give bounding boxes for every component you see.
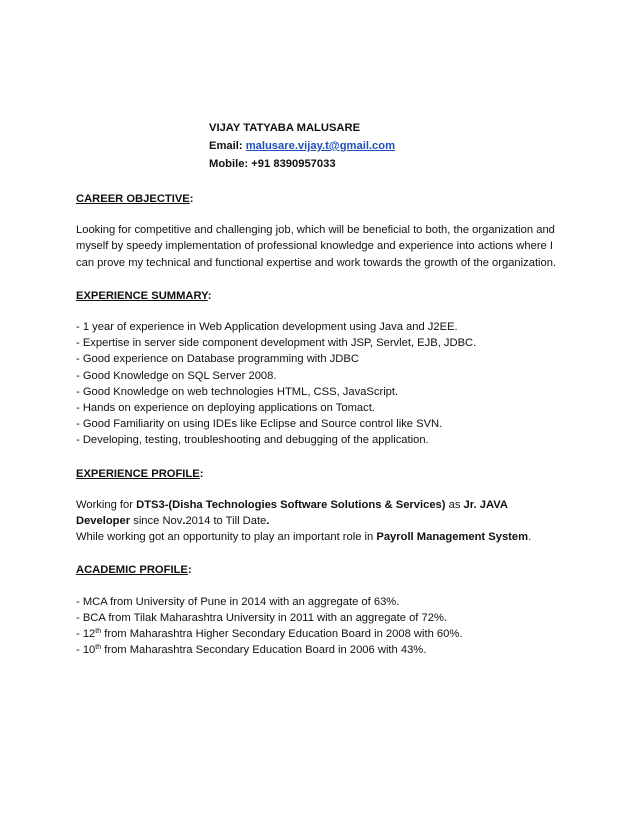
list-item: - 1 year of experience in Web Application development using Java and J2EE. [76,321,458,334]
experience-summary-list [76,319,562,449]
resume-body [76,191,562,658]
academic-profile-heading: ACADEMIC PROFILE: [76,564,192,577]
list-item: - Good Knowledge on SQL Server 2008. [76,369,277,382]
list-item: - Developing, testing, troubleshooting and debugging of the application. [76,434,429,447]
career-objective-text: Looking for competitive and challenging job, which will be beneficial to both, the organization and myself by speedy implementation of professional knowledge and experience into actions where I can prove my technical and functional expertise and work towards the growth of the organization. [76,224,557,269]
company-name: DTS3-(Disha Technologies Software Solutions & Services) [136,498,446,511]
list-item: - Hands on experience on deploying applications on Tomact. [76,402,375,415]
employment-line: Working for DTS3-(Disha Technologies Software Solutions & Services) as Jr. JAVA Developer since Nov.2014 to Till Date. [76,498,508,528]
career-objective-heading: CAREER OBJECTIVE: [76,193,194,205]
list-item: - Good Knowledge on web technologies HTML, CSS, JavaScript. [76,385,399,398]
academic-profile-list [76,594,562,659]
list-item: - BCA from Tilak Maharashtra University in 2011 with an aggregate of 72%. [76,611,448,624]
email-line [209,137,395,155]
mobile-line: Mobile: +91 8390957033 [209,158,336,170]
list-item: - MCA from University of Pune in 2014 with an aggregate of 63%. [76,595,400,608]
list-item: - Good experience on Database programming with JDBC [76,353,359,366]
list-item: - Expertise in server side component development with JSP, Servlet, EJB, JDBC. [76,337,477,350]
email-link[interactable]: malusare.vijay.t@gmail.com [245,140,396,152]
contact-header [209,119,395,173]
list-item: - 12th from Maharashtra Higher Secondary Education Board in 2008 with 60%. [76,628,463,641]
experience-summary-heading: EXPERIENCE SUMMARY: [76,289,212,302]
email-label: Email: [209,140,246,152]
experience-profile-heading: EXPERIENCE PROFILE: [76,467,204,480]
job-role: Jr. JAVA Developer [76,498,508,528]
experience-profile-text [76,497,562,546]
project-line: While working got an opportunity to play an important role in Payroll Management System. [76,531,532,544]
project-name: Payroll Management System [376,531,529,544]
list-item: - 10th from Maharashtra Secondary Education Board in 2006 with 43%. [76,644,427,657]
list-item: - Good Familiarity on using IDEs like Eclipse and Source control like SVN. [76,418,443,431]
candidate-name: VIJAY TATYABA MALUSARE [209,122,361,134]
